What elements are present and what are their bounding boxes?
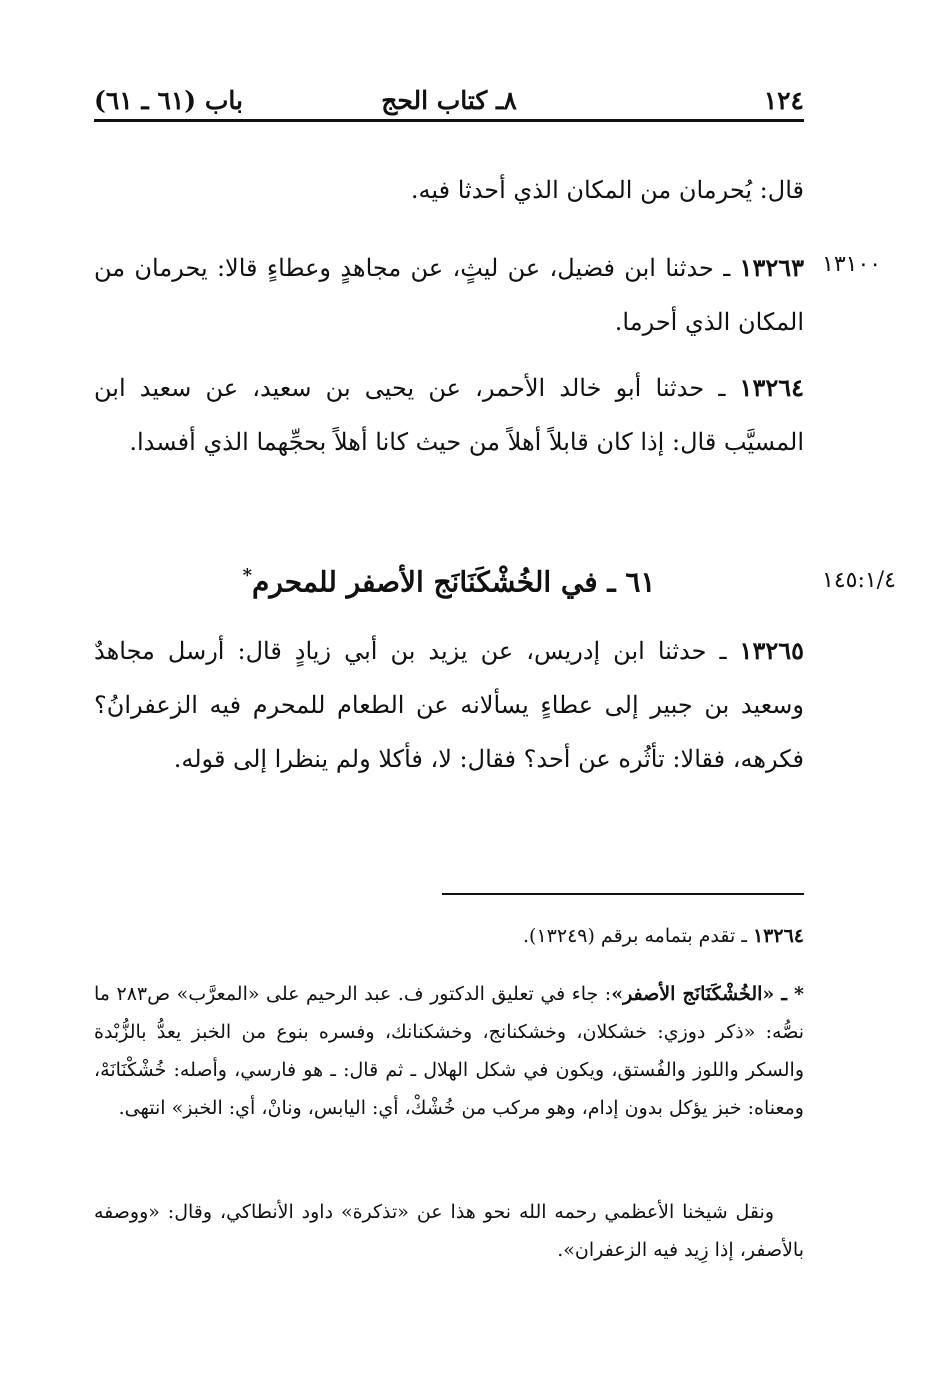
footnote-text: : جاء في تعليق الدكتور ف. عبد الرحيم على «المعرَّب» ص٢٨٣ ما نصُّه: «ذكر دوزي: خشكلان، وخشكنانج، وخشكنانك، وفسره بنوع من الخبز يعدُّ بالزُّبْدة والسكر واللوز والفُستق، ويكون في شكل الهلال ـ ثم قال: ـ هو فارسي، وأصله: خُشْكْنَانَهْ، ومعناه: خبز يؤكل بدون إدام، وهو مركب من خُشْكْ، أي: اليابس، ونانْ، أي: الخبز» انتهى. (94, 983, 804, 1119)
paragraph-text: قال: يُحرمان من المكان الذي أحدثا فيه. (410, 176, 804, 204)
page-header (94, 86, 804, 116)
section-heading (94, 556, 804, 602)
section-heading-text: ٦١ ـ في الخُشْكَنَانَج الأصفر للمحرم (252, 565, 656, 599)
hadith-text: ـ حدثنا ابن فضيل، عن ليثٍ، عن مجاهدٍ وعطاءٍ قالا: يحرمان من المكان الذي أحرما. (94, 254, 804, 336)
book-title: ٨ـ كتاب الحج (381, 86, 517, 115)
footnote (94, 975, 804, 1127)
hadith-text: ـ حدثنا أبو خالد الأحمر، عن يحيى بن سعيد، عن سعيد ابن المسيَّب قال: إذا كان قابلاً أهلاً من حيث كانا أهلاً بحجِّهما الذي أفسدا. (94, 374, 804, 456)
footnote (94, 1193, 804, 1269)
footnote-rule (442, 893, 804, 895)
hadith-number: ١٣٢٦٤ (739, 373, 804, 402)
hadith-paragraph (94, 241, 804, 349)
footnote-text: ـ تقدم بتمامه برقم (١٣٢٤٩). (523, 925, 753, 947)
hadith-number: ١٣٢٦٥ (739, 636, 804, 665)
footnote-lead: * ـ «الخُشْكَنَانَج الأصفر» (611, 983, 804, 1005)
margin-reference: ١٣١٠٠ (822, 252, 882, 277)
margin-reference: ١٤٥:١/٤ (822, 568, 896, 593)
hadith-number: ١٣٢٦٣ (739, 253, 804, 282)
page-number: ١٢٤ (763, 86, 804, 115)
hadith-paragraph (94, 624, 804, 786)
paragraph-intro (94, 163, 804, 217)
footnote-marker: * (242, 565, 252, 586)
footnote-text: ونقل شيخنا الأعظمي رحمه الله نحو هذا عن «تذكرة» داود الأنطاكي، وقال: «ووصفه بالأصفر، إذا زِيد فيه الزعفران». (94, 1201, 804, 1261)
hadith-paragraph (94, 361, 804, 469)
chapter-range: باب (٦١ ـ ٦١) (94, 86, 243, 115)
footnote (94, 917, 804, 955)
hadith-text: ـ حدثنا ابن إدريس، عن يزيد بن أبي زيادٍ قال: أرسل مجاهدٌ وسعيد بن جبير إلى عطاءٍ يسألانه عن الطعام للمحرم فيه الزعفرانُ؟ فكرهه، فقالا: تأثُره عن أحد؟ فقال: لا، فأكلا ولم ينظرا إلى قوله. (94, 637, 804, 773)
footnote-lead: ١٣٢٦٤ (752, 925, 804, 947)
header-rule (94, 119, 804, 122)
